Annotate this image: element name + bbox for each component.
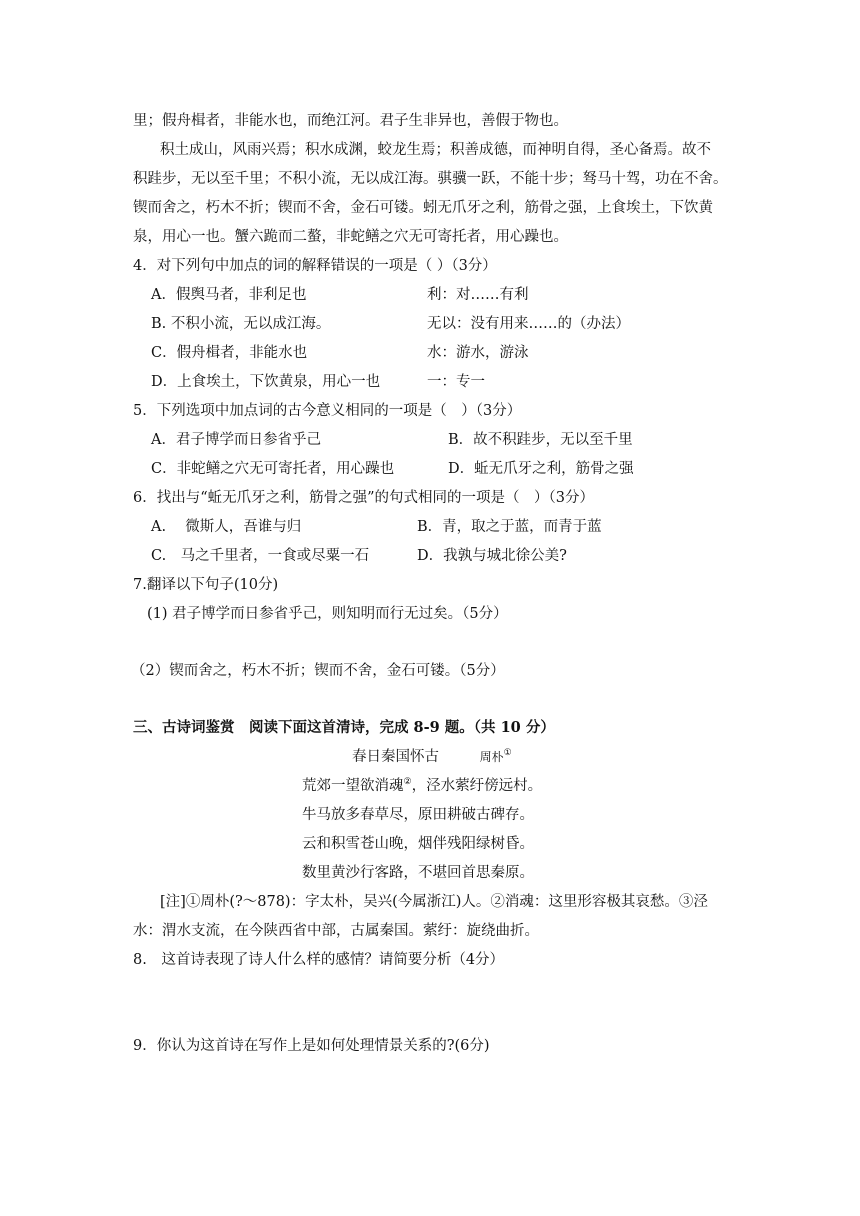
passage-line: 泉，用心一也。蟹六跪而二螯，非蛇鳝之穴无可寄托者，用心躁也。	[133, 229, 568, 245]
q6-option-a: A. 微斯人，吾谁与归	[151, 519, 302, 535]
passage-line: 里；假舟楫者，非能水也，而绝江河。君子生非异也，善假于物也。	[133, 113, 568, 129]
section-3-heading: 三、古诗词鉴赏 阅读下面这首清诗，完成 8-9 题。（共 10 分）	[133, 719, 555, 736]
poem-line-1-text: 荒郊一望欲消魂	[302, 778, 404, 794]
q4-option-d-explanation: 一：专一	[427, 374, 485, 390]
question-9: 9．你认为这首诗在写作上是如何处理情景关系的?(6分)	[133, 1038, 490, 1054]
q4-option-a-explanation: 利：对……有利	[427, 287, 529, 303]
poem-line-2: 牛马放多春草尽，原田耕破古碑存。	[302, 807, 534, 823]
poem-line-4: 数里黄沙行客路，不堪回首思秦原。	[302, 865, 534, 881]
q6-option-b: B．青，取之于蓝，而青于蓝	[417, 519, 602, 535]
question-8: 8. 这首诗表现了诗人什么样的感情？请简要分析（4分）	[133, 952, 505, 968]
passage-line: 积土成山，风雨兴焉；积水成渊，蛟龙生焉；积善成德，而神明自得，圣心备焉。故不	[160, 142, 711, 158]
q5-option-c: C．非蛇鳝之穴无可寄托者，用心躁也	[151, 461, 395, 477]
question-5-stem: 5．下列选项中加点词的古今意义相同的一项是（ ）（3分）	[133, 403, 522, 419]
q5-option-b: B．故不积跬步，无以至千里	[448, 432, 633, 448]
poem-line-3: 云和积雪苍山晚，烟伴残阳绿树昏。	[302, 836, 534, 852]
poem-notes-line: 水：渭水支流，在今陕西省中部，古属秦国。萦纡：旋绕曲折。	[133, 923, 539, 939]
poem-notes-line: [注]①周朴(?～878)：字太朴，吴兴(今属浙江)人。②消魂：这里形容极其哀愁。③泾	[160, 894, 708, 910]
q4-option-a: A．假舆马者，非利足也	[151, 287, 307, 303]
passage-line: 锲而舍之，朽木不折；锲而不舍，金石可镂。蚓无爪牙之利，筋骨之强，上食埃土，下饮黄	[133, 200, 713, 216]
q6-option-c: C. 马之千里者，一食或尽粟一石	[151, 548, 370, 564]
note-marker: ①	[503, 748, 512, 759]
q4-option-b: B. 不积小流，无以成江海。	[151, 316, 331, 332]
q7-sentence-1: (1) 君子博学而日参省乎己，则知明而行无过矣。（5分）	[147, 606, 508, 622]
poem-author: 周朴	[479, 750, 504, 764]
question-4-stem: 4．对下列句中加点的词的解释错误的一项是（ ）（3分）	[133, 258, 497, 274]
note-marker: ②	[403, 777, 412, 788]
poem-line-1	[302, 776, 542, 796]
poem-title: 春日秦国怀古	[352, 749, 439, 765]
q6-option-d: D．我孰与城北徐公美?	[417, 548, 567, 564]
q5-option-d: D．蚯无爪牙之利，筋骨之强	[448, 461, 634, 477]
q4-option-b-explanation: 无以：没有用来……的（办法）	[427, 316, 630, 332]
passage-line: 积跬步，无以至千里；不积小流，无以成江海。骐骥一跃，不能十步；驽马十驾，功在不舍。	[133, 171, 728, 187]
poem-title-line	[352, 747, 512, 767]
q5-option-a: A．君子博学而日参省乎己	[151, 432, 321, 448]
question-7-stem: 7.翻译以下句子(10分)	[133, 577, 279, 593]
q4-option-c-explanation: 水：游水，游泳	[427, 345, 529, 361]
q4-option-d: D．上食埃土，下饮黄泉，用心一也	[151, 374, 381, 390]
q4-option-c: C．假舟楫者，非能水也	[151, 345, 308, 361]
q7-sentence-2: （2）锲而舍之，朽木不折；锲而不舍，金石可镂。（5分）	[131, 663, 505, 679]
question-6-stem: 6．找出与“蚯无爪牙之利，筋骨之强”的句式相同的一项是（ ）（3分）	[133, 490, 595, 506]
poem-line-1-rest: ，泾水萦纡傍远村。	[411, 778, 543, 794]
